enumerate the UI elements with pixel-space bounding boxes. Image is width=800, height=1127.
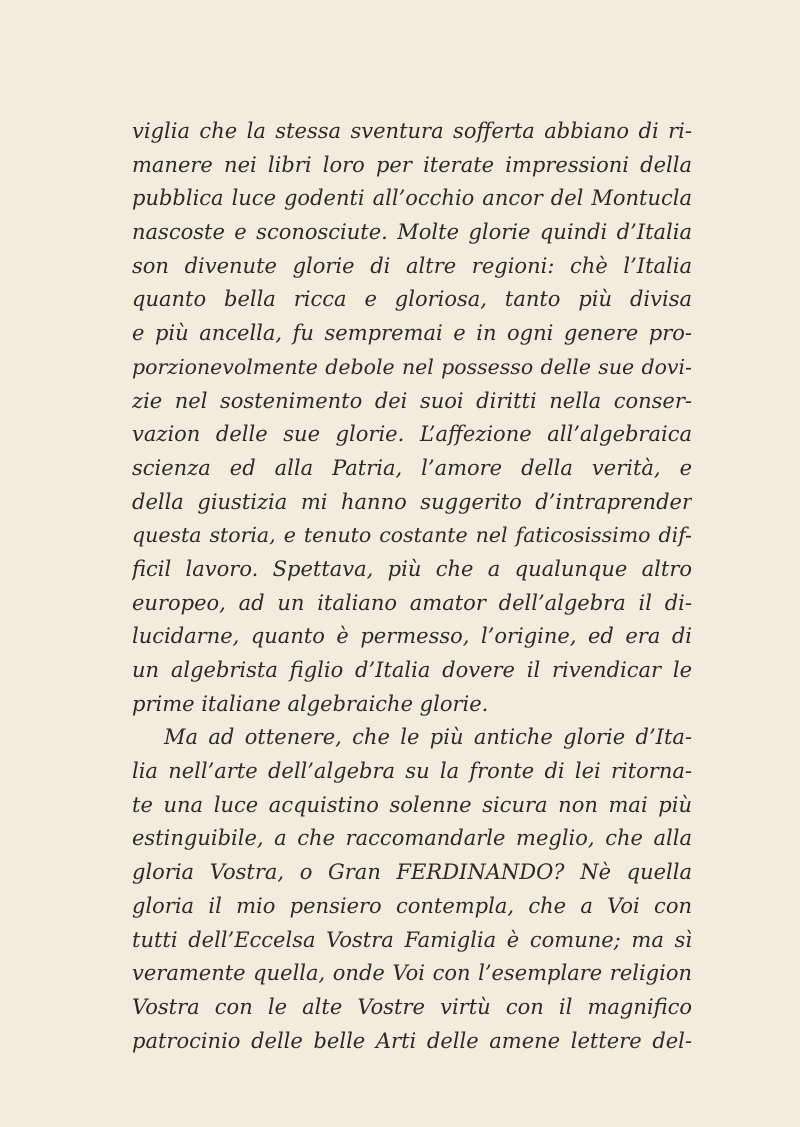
text-line: son divenute glorie di altre regioni: chè l’Italia	[132, 253, 692, 278]
text-line: questa storia, e tenuto costante nel faticosissimo dif-	[132, 523, 692, 548]
text-line: veramente quella, onde Voi con l’esemplare religion	[132, 961, 692, 986]
paragraph-end-line: prime italiane algebraiche glorie.	[132, 691, 489, 716]
text-line: scienza ed alla Patria, l’amore della verità, e	[132, 455, 692, 480]
text-line: un algebrista figlio d’Italia dovere il rivendicar le	[132, 658, 692, 682]
text-line: Vostra con le alte Vostre virtù con il magnifico	[132, 994, 692, 1019]
text-line: nascoste e sconosciute. Molte glorie quindi d’Italia	[132, 220, 692, 245]
paragraph-start-line: Ma ad ottenere, che le più antiche glorie d’Ita-	[164, 725, 692, 750]
text-line: quanto bella ricca e gloriosa, tanto più divisa	[132, 287, 692, 312]
text-line: gloria Vostra, o Gran FERDINANDO? Nè quella	[132, 860, 692, 885]
text-line: estinguibile, a che raccomandarle meglio, che alla	[132, 826, 692, 851]
text-line: viglia che la stessa sventura sofferta abbiano di ri-	[132, 119, 692, 143]
text-line: della giustizia mi hanno suggerito d’intraprender	[132, 489, 692, 514]
text-line: tutti dell’Eccelsa Vostra Famiglia è comune; ma sì	[132, 927, 692, 952]
text-line: manere nei libri loro per iterate impressioni della	[132, 152, 692, 177]
text-line: zie nel sostenimento dei suoi diritti nella conser-	[132, 388, 692, 413]
text-line: te una luce acquistino solenne sicura non mai più	[132, 792, 692, 817]
text-line: ficil lavoro. Spettava, più che a qualunque altro	[132, 556, 692, 581]
text-line: gloria il mio pensiero contempla, che a Voi con	[132, 893, 692, 918]
text-line: pubblica luce godenti all’occhio ancor del Montucla	[132, 186, 692, 211]
text-line: e più ancella, fu sempremai e in ogni genere pro-	[132, 321, 692, 346]
text-line: porzionevolmente debole nel possesso delle sue dovi-	[132, 354, 692, 379]
text-line: lia nell’arte dell’algebra su la fronte di lei ritorna-	[132, 759, 692, 784]
text-line: vazion delle sue glorie. L’affezione all’algebraica	[132, 422, 692, 447]
text-line: patrocinio delle belle Arti delle amene lettere del-	[132, 1028, 692, 1053]
text-line: europeo, ad un italiano amator dell’algebra il di-	[132, 590, 692, 615]
body-text	[132, 115, 692, 1058]
text-line: lucidarne, quanto è permesso, l’origine, ed era di	[132, 624, 692, 649]
